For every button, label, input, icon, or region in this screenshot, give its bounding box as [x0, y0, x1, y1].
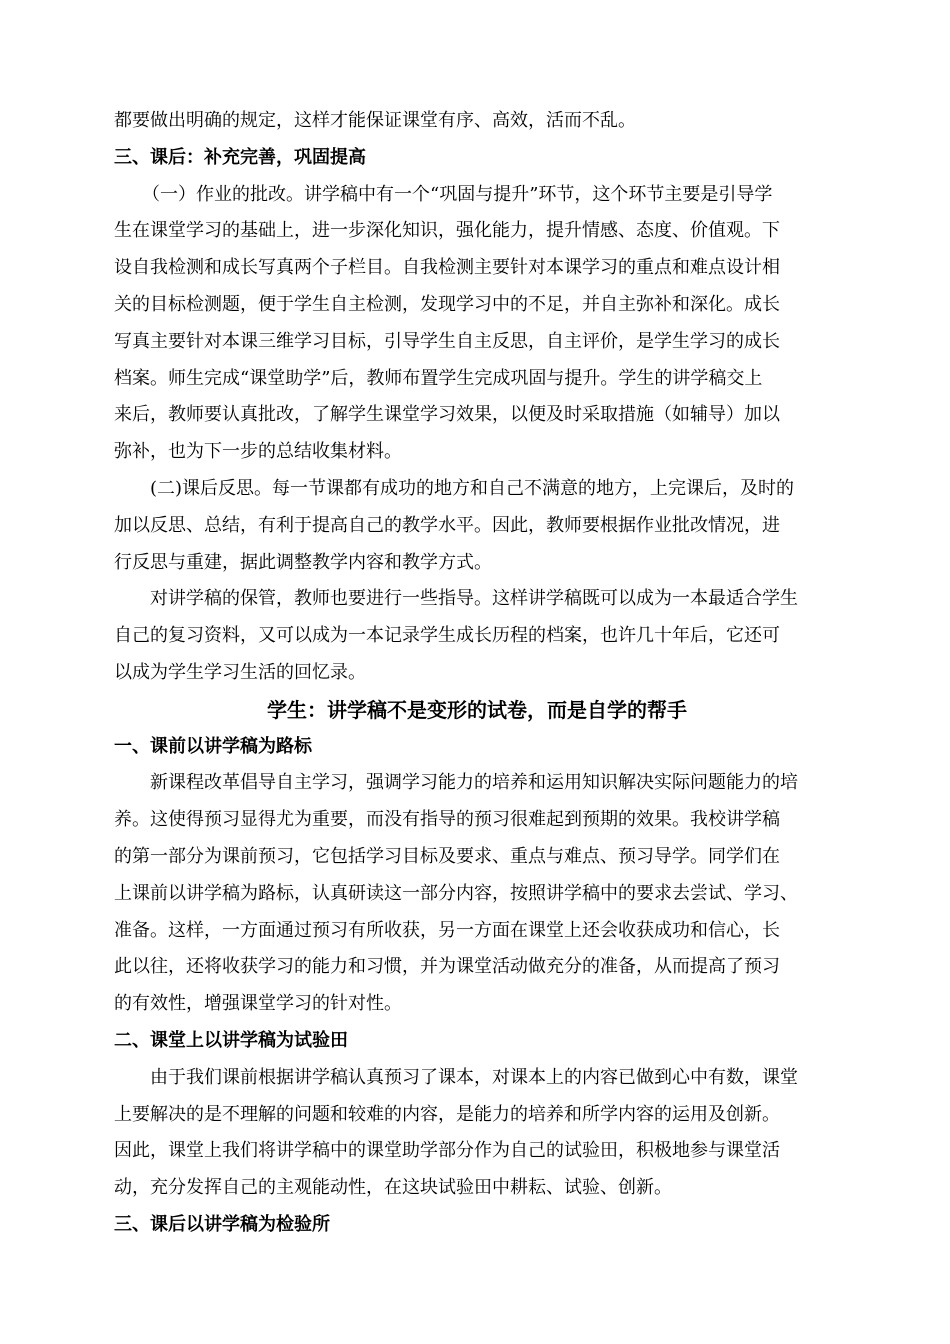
text-line: 写真主要针对本课三维学习目标，引导学生自主反思，自主评价，是学生学习的成长 — [114, 330, 780, 352]
text-line: 行反思与重建，据此调整教学内容和教学方式。 — [114, 551, 492, 573]
text-line: 加以反思、总结，有利于提高自己的教学水平。因此，教师要根据作业批改情况，进 — [114, 514, 780, 536]
text-line: 由于我们课前根据讲学稿认真预习了课本，对课本上的内容已做到心中有数，课堂 — [150, 1066, 798, 1088]
text-line: 对讲学稿的保管，教师也要进行一些指导。这样讲学稿既可以成为一本最适合学生 — [150, 588, 798, 610]
section-heading: 三、课后：补充完善，巩固提高 — [114, 146, 366, 168]
text-line: 都要做出明确的规定，这样才能保证课堂有序、高效，活而不乱。 — [114, 110, 636, 131]
text-line: 动，充分发挥自己的主观能动性，在这块试验田中耕耘、试验、创新。 — [114, 1177, 672, 1199]
text-line: 来后，教师要认真批改，了解学生课堂学习效果，以便及时采取措施（如辅导）加以 — [114, 404, 780, 426]
article-title: 学生：讲学稿不是变形的试卷，而是自学的帮手 — [267, 697, 687, 722]
text-line: （一）作业的批改。讲学稿中有一个“巩固与提升”环节，这个环节主要是引导学 — [142, 183, 773, 205]
text-line: 此以往，还将收获学习的能力和习惯，并为课堂活动做充分的准备，从而提高了预习 — [114, 956, 780, 978]
section-heading: 一、课前以讲学稿为路标 — [114, 735, 312, 757]
text-line: 上课前以讲学稿为路标，认真研读这一部分内容，按照讲学稿中的要求去尝试、学习、 — [114, 882, 798, 904]
document-page — [114, 108, 840, 1249]
text-line: 上要解决的是不理解的问题和较难的内容，是能力的培养和所学内容的运用及创新。 — [114, 1103, 780, 1125]
section-heading: 二、课堂上以讲学稿为试验田 — [114, 1029, 348, 1051]
text-line: 的第一部分为课前预习，它包括学习目标及要求、重点与难点、预习导学。同学们在 — [114, 845, 780, 867]
text-line: (二)课后反思。每一节课都有成功的地方和自己不满意的地方，上完课后，及时的 — [150, 477, 795, 499]
text-line: 弥补，也为下一步的总结收集材料。 — [114, 441, 402, 463]
text-line: 准备。这样，一方面通过预习有所收获，另一方面在课堂上还会收获成功和信心，长 — [114, 919, 780, 941]
text-line: 养。这使得预习显得尤为重要，而没有指导的预习很难起到预期的效果。我校讲学稿 — [114, 809, 780, 831]
text-line: 设自我检测和成长写真两个子栏目。自我检测主要针对本课学习的重点和难点设计相 — [114, 257, 780, 279]
text-line: 以成为学生学习生活的回忆录。 — [114, 661, 366, 683]
text-line: 生在课堂学习的基础上，进一步深化知识，强化能力，提升情感、态度、价值观。下 — [114, 220, 780, 242]
text-line: 自己的复习资料，又可以成为一本记录学生成长历程的档案，也许几十年后，它还可 — [114, 625, 780, 647]
text-line: 的有效性，增强课堂学习的针对性。 — [114, 993, 402, 1015]
section-heading: 三、课后以讲学稿为检验所 — [114, 1213, 330, 1235]
text-line: 因此，课堂上我们将讲学稿中的课堂助学部分作为自己的试验田，积极地参与课堂活 — [114, 1140, 780, 1162]
text-line: 关的目标检测题，便于学生自主检测，发现学习中的不足，并自主弥补和深化。成长 — [114, 293, 780, 315]
text-line: 档案。师生完成“课堂助学”后，教师布置学生完成巩固与提升。学生的讲学稿交上 — [114, 367, 763, 389]
text-line: 新课程改革倡导自主学习，强调学习能力的培养和运用知识解决实际问题能力的培 — [150, 772, 798, 794]
